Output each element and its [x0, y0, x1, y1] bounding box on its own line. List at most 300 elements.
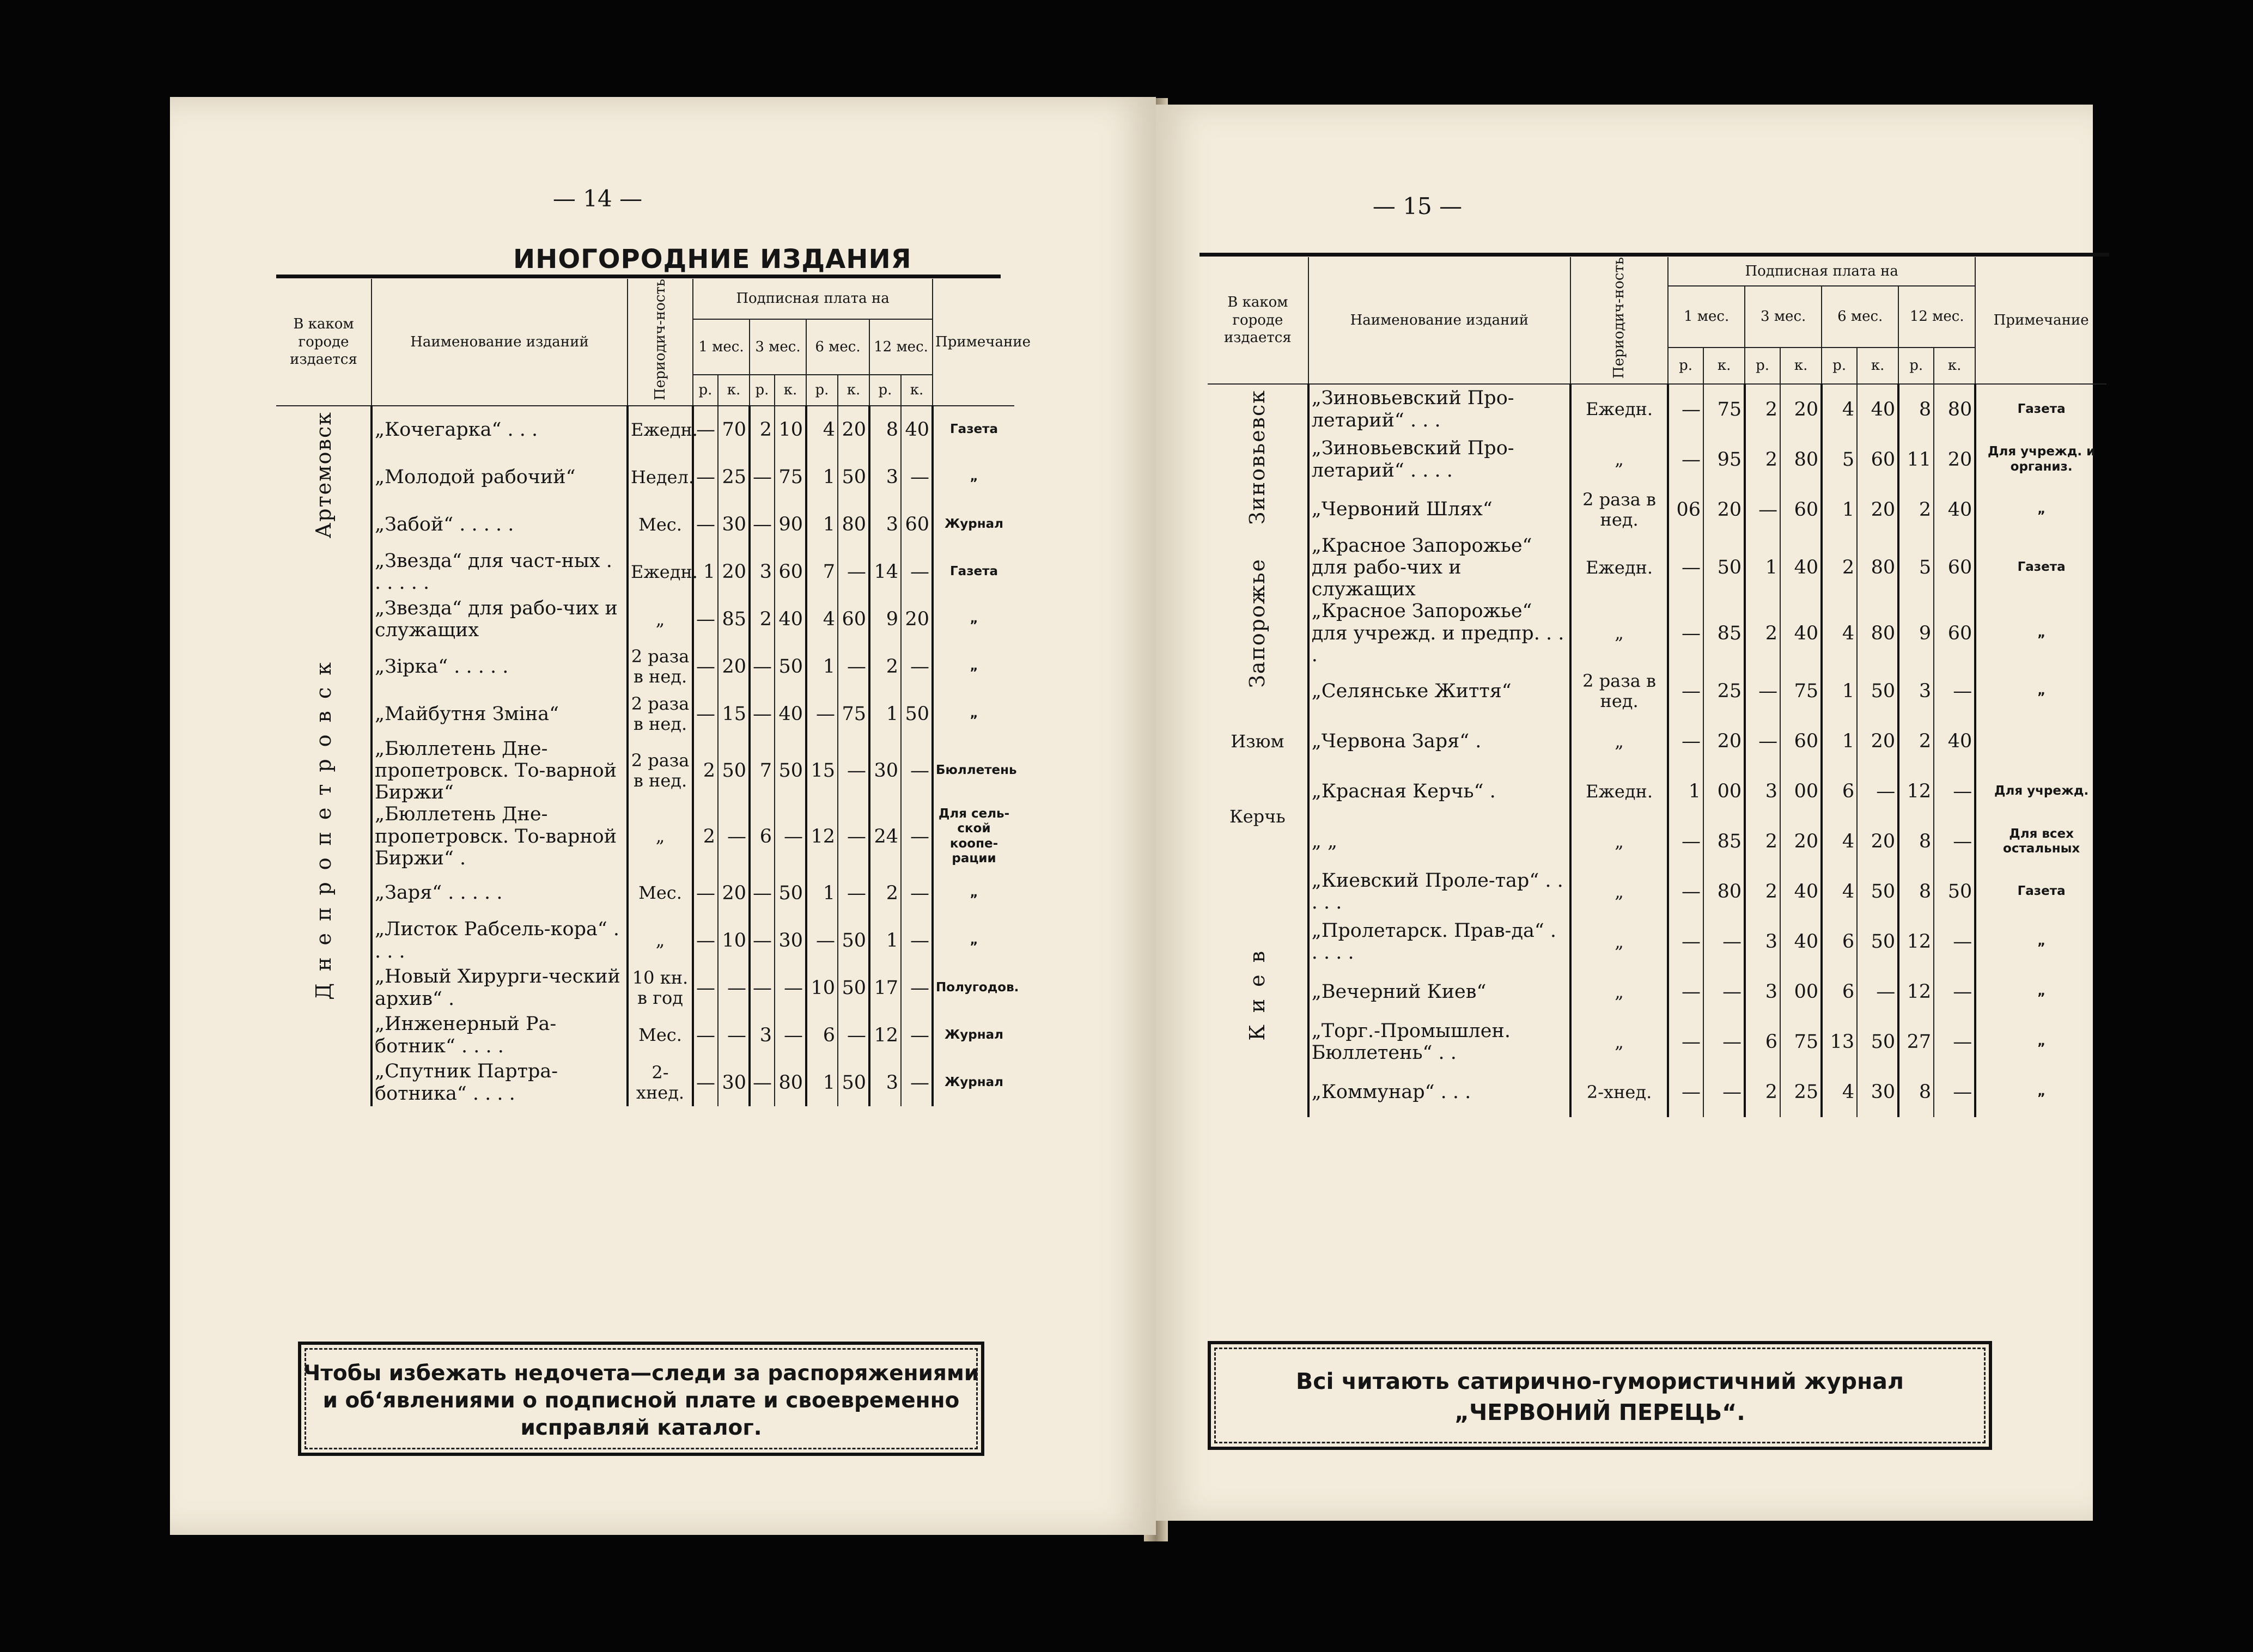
periodicity-cell: 2 раза в нед.: [628, 691, 693, 738]
price-rub-cell: 12: [1898, 766, 1934, 816]
price-kop-cell: —: [1703, 967, 1745, 1017]
price-kop-cell: 25: [1703, 666, 1745, 716]
price-kop-cell: —: [1934, 917, 1975, 967]
table-row: [1208, 766, 2106, 816]
price-kop-cell: 50: [775, 738, 806, 804]
header-kop: к.: [718, 375, 750, 406]
header-city: В каком городе издается: [1208, 257, 1308, 384]
price-rub-cell: 4: [1822, 384, 1857, 435]
note-cell: „: [933, 917, 1014, 964]
note-cell: Газета: [1975, 535, 2106, 601]
table-row: [1208, 967, 2106, 1017]
price-rub-cell: 12: [1898, 917, 1934, 967]
price-kop-cell: 80: [1857, 600, 1898, 666]
price-kop-cell: —: [1934, 1067, 1975, 1117]
city-cell: [1208, 384, 1308, 535]
city-name: Днепропетровск: [311, 650, 336, 1000]
price-rub-cell: 3: [1898, 666, 1934, 716]
price-kop-cell: 20: [1780, 384, 1822, 435]
price-rub-cell: 15: [806, 738, 838, 804]
notice-banner: [298, 1342, 984, 1456]
price-rub-cell: 1: [806, 501, 838, 548]
price-kop-cell: 80: [1934, 384, 1975, 435]
price-rub-cell: 3: [869, 501, 901, 548]
city-cell: [1208, 535, 1308, 717]
price-rub-cell: —: [1668, 600, 1703, 666]
note-cell: „: [933, 869, 1014, 917]
price-rub-cell: —: [750, 869, 775, 917]
city-name: Киев: [1245, 938, 1270, 1041]
city-cell: [1208, 867, 1308, 1117]
price-rub-cell: —: [1668, 967, 1703, 1017]
header-note: Примечание: [933, 279, 1014, 406]
periodicity-cell: „: [628, 596, 693, 643]
table-row: [276, 643, 1014, 691]
notice-banner: [1208, 1341, 1992, 1450]
periodicity-cell: Ежедн.: [628, 406, 693, 454]
price-kop-cell: 20: [838, 406, 869, 454]
price-rub-cell: 9: [1898, 600, 1934, 666]
price-kop-cell: —: [901, 548, 933, 596]
price-rub-cell: 1: [1822, 485, 1857, 535]
header-month-1: 1 мес.: [693, 319, 750, 375]
price-rub-cell: —: [693, 691, 718, 738]
price-rub-cell: —: [693, 1059, 718, 1106]
price-rub-cell: 3: [1745, 917, 1780, 967]
price-kop-cell: 30: [1857, 1067, 1898, 1117]
price-rub-cell: —: [750, 501, 775, 548]
price-kop-cell: 85: [718, 596, 750, 643]
note-cell: „: [1975, 917, 2106, 967]
price-rub-cell: 1: [869, 691, 901, 738]
note-cell: Для сель-ской коопе-рации: [933, 803, 1014, 869]
price-kop-cell: —: [901, 1011, 933, 1059]
periodicity-cell: 2 раза в нед.: [1570, 485, 1668, 535]
price-kop-cell: 50: [838, 917, 869, 964]
price-rub-cell: 2: [750, 406, 775, 454]
price-kop-cell: 50: [838, 1059, 869, 1106]
price-rub-cell: 1: [806, 454, 838, 501]
periodicity-cell: 10 кн. в год: [628, 964, 693, 1011]
price-kop-cell: —: [838, 869, 869, 917]
price-kop-cell: 50: [1857, 917, 1898, 967]
city-name: Артемовск: [311, 411, 336, 539]
header-kop: к.: [901, 375, 933, 406]
header-kop: к.: [1703, 348, 1745, 383]
price-kop-cell: —: [1703, 1017, 1745, 1067]
periodicity-cell: Мес.: [628, 1011, 693, 1059]
price-rub-cell: —: [750, 691, 775, 738]
price-kop-cell: 40: [1934, 485, 1975, 535]
price-kop-cell: 50: [1857, 1017, 1898, 1067]
publication-name: „Зиновьевский Про-летарий“ . . .: [1308, 384, 1570, 435]
price-kop-cell: 50: [775, 643, 806, 691]
periodicity-cell: Недел.: [628, 454, 693, 501]
price-rub-cell: 1: [693, 548, 718, 596]
header-rub: р.: [1745, 348, 1780, 383]
price-rub-cell: —: [806, 691, 838, 738]
note-cell: Газета: [933, 548, 1014, 596]
header-month-12: 12 мес.: [869, 319, 933, 375]
price-kop-cell: —: [1934, 816, 1975, 867]
price-rub-cell: —: [1668, 535, 1703, 601]
periodicity-cell: „: [628, 917, 693, 964]
price-kop-cell: 85: [1703, 600, 1745, 666]
price-rub-cell: 1: [1668, 766, 1703, 816]
price-kop-cell: —: [901, 643, 933, 691]
price-rub-cell: —: [1745, 485, 1780, 535]
price-kop-cell: —: [775, 803, 806, 869]
header-kop: к.: [1934, 348, 1975, 383]
price-rub-cell: —: [750, 917, 775, 964]
note-cell: Для учрежд.: [1975, 766, 2106, 816]
price-kop-cell: —: [1934, 766, 1975, 816]
price-rub-cell: —: [693, 869, 718, 917]
price-kop-cell: 20: [1857, 816, 1898, 867]
table-row: [1208, 816, 2106, 867]
note-cell: „: [1975, 666, 2106, 716]
price-kop-cell: 20: [1857, 716, 1898, 766]
price-kop-cell: 20: [718, 869, 750, 917]
price-kop-cell: 25: [718, 454, 750, 501]
note-cell: „: [933, 691, 1014, 738]
price-rub-cell: —: [1668, 867, 1703, 917]
publication-name: „Красное Запорожье“ для учрежд. и предпр. . . .: [1308, 600, 1570, 666]
table-row: [276, 803, 1014, 869]
price-kop-cell: 50: [838, 964, 869, 1011]
price-rub-cell: —: [1668, 816, 1703, 867]
price-kop-cell: 15: [718, 691, 750, 738]
price-kop-cell: —: [718, 964, 750, 1011]
price-kop-cell: 20: [718, 643, 750, 691]
price-rub-cell: —: [1668, 1067, 1703, 1117]
city-name: Зиновьевск: [1245, 389, 1270, 525]
publication-name: „Спутник Партра-ботника“ . . . .: [372, 1059, 628, 1106]
price-rub-cell: 2: [1745, 867, 1780, 917]
price-rub-cell: 14: [869, 548, 901, 596]
price-kop-cell: —: [901, 917, 933, 964]
price-rub-cell: 4: [1822, 1067, 1857, 1117]
price-kop-cell: —: [1703, 917, 1745, 967]
price-rub-cell: 06: [1668, 485, 1703, 535]
price-kop-cell: 40: [1780, 600, 1822, 666]
table-row: [1208, 485, 2106, 535]
price-kop-cell: —: [838, 548, 869, 596]
price-rub-cell: 17: [869, 964, 901, 1011]
table-row: [1208, 435, 2106, 485]
price-rub-cell: 2: [1898, 485, 1934, 535]
price-kop-cell: 50: [718, 738, 750, 804]
price-rub-cell: 6: [1822, 917, 1857, 967]
price-kop-cell: 00: [1780, 766, 1822, 816]
price-rub-cell: —: [1668, 1017, 1703, 1067]
publication-name: „Червона Заря“ .: [1308, 716, 1570, 766]
note-cell: Бюллетень: [933, 738, 1014, 804]
subscription-table: [276, 279, 1031, 1106]
price-kop-cell: —: [1857, 766, 1898, 816]
periodicity-cell: „: [1570, 917, 1668, 967]
price-kop-cell: 50: [775, 869, 806, 917]
price-kop-cell: —: [901, 1059, 933, 1106]
table-row: [276, 501, 1014, 548]
price-rub-cell: 2: [869, 643, 901, 691]
price-rub-cell: 2: [1745, 435, 1780, 485]
periodicity-cell: 2-хнед.: [1570, 1067, 1668, 1117]
price-rub-cell: —: [693, 596, 718, 643]
header-month-3: 3 мес.: [1745, 286, 1822, 348]
price-rub-cell: —: [693, 501, 718, 548]
price-kop-cell: 40: [1780, 867, 1822, 917]
price-kop-cell: —: [1934, 1017, 1975, 1067]
periodicity-cell: „: [628, 803, 693, 869]
header-price-group: Подписная плата на: [693, 279, 933, 319]
periodicity-cell: „: [1570, 435, 1668, 485]
price-kop-cell: —: [901, 964, 933, 1011]
price-kop-cell: 75: [1703, 384, 1745, 435]
periodicity-cell: Ежедн.: [1570, 535, 1668, 601]
price-kop-cell: 30: [718, 501, 750, 548]
note-cell: Газета: [1975, 384, 2106, 435]
price-rub-cell: —: [693, 1011, 718, 1059]
price-kop-cell: 20: [901, 596, 933, 643]
note-cell: Журнал: [933, 501, 1014, 548]
header-kop: к.: [1780, 348, 1822, 383]
price-kop-cell: 75: [838, 691, 869, 738]
price-rub-cell: 6: [1745, 1017, 1780, 1067]
price-kop-cell: 20: [1780, 816, 1822, 867]
header-city: В каком городе издается: [276, 279, 372, 406]
table-row: [276, 1011, 1014, 1059]
price-rub-cell: 4: [806, 406, 838, 454]
price-rub-cell: 13: [1822, 1017, 1857, 1067]
price-rub-cell: —: [1668, 666, 1703, 716]
price-kop-cell: 70: [718, 406, 750, 454]
price-kop-cell: —: [1934, 967, 1975, 1017]
price-kop-cell: —: [1703, 1067, 1745, 1117]
price-kop-cell: 50: [901, 691, 933, 738]
header-rub: р.: [1668, 348, 1703, 383]
header-name: Наименование изданий: [372, 279, 628, 406]
publication-name: „Селянське Життя“: [1308, 666, 1570, 716]
price-kop-cell: 40: [1780, 535, 1822, 601]
note-cell: „: [1975, 485, 2106, 535]
note-cell: Газета: [933, 406, 1014, 454]
price-kop-cell: 40: [775, 691, 806, 738]
table-row: [276, 596, 1014, 643]
price-rub-cell: 1: [1822, 666, 1857, 716]
periodicity-cell: „: [1570, 716, 1668, 766]
page-number: — 14 —: [552, 185, 643, 212]
publication-name: „Молодой рабочий“: [372, 454, 628, 501]
price-rub-cell: 8: [1898, 384, 1934, 435]
city-cell: [276, 406, 372, 548]
city-cell: [276, 548, 372, 1107]
price-kop-cell: 25: [1780, 1067, 1822, 1117]
price-rub-cell: 8: [1898, 867, 1934, 917]
price-kop-cell: 85: [1703, 816, 1745, 867]
price-kop-cell: —: [1857, 967, 1898, 1017]
header-rub: р.: [806, 375, 838, 406]
subscription-table: [1208, 257, 2106, 1117]
banner-line: „ЧЕРВОНИЙ ПЕРЕЦЬ“.: [1454, 1399, 1745, 1426]
header-rub: р.: [869, 375, 901, 406]
table-row: [276, 869, 1014, 917]
price-kop-cell: —: [1934, 666, 1975, 716]
publication-name: „Новый Хирурги-ческий архив“ .: [372, 964, 628, 1011]
page-title: ИНОГОРОДНИЕ ИЗДАНИЯ: [513, 244, 912, 275]
periodicity-cell: 2-хнед.: [628, 1059, 693, 1106]
price-kop-cell: 30: [718, 1059, 750, 1106]
price-rub-cell: 3: [869, 454, 901, 501]
periodicity-cell: „: [1570, 967, 1668, 1017]
price-kop-cell: 40: [1934, 716, 1975, 766]
header-rub: р.: [693, 375, 718, 406]
note-cell: „: [1975, 600, 2106, 666]
city-cell: [1208, 716, 1308, 766]
price-rub-cell: 3: [750, 1011, 775, 1059]
price-rub-cell: 3: [750, 548, 775, 596]
price-rub-cell: 9: [869, 596, 901, 643]
header-rub: р.: [750, 375, 775, 406]
price-rub-cell: 1: [1822, 716, 1857, 766]
header-month-12: 12 мес.: [1898, 286, 1975, 348]
publication-name: „Киевский Проле-тар“ . . . . .: [1308, 867, 1570, 917]
price-kop-cell: 50: [1857, 666, 1898, 716]
table-row: [1208, 666, 2106, 716]
left-page: [170, 97, 1156, 1535]
price-rub-cell: —: [806, 917, 838, 964]
table-row: [276, 738, 1014, 804]
table-row: [1208, 384, 2106, 435]
price-rub-cell: 3: [1745, 967, 1780, 1017]
price-kop-cell: 90: [775, 501, 806, 548]
publication-name: „Заря“ . . . . .: [372, 869, 628, 917]
header-month-6: 6 мес.: [806, 319, 869, 375]
header-month-1: 1 мес.: [1668, 286, 1745, 348]
price-rub-cell: 4: [1822, 816, 1857, 867]
price-kop-cell: 20: [718, 548, 750, 596]
price-rub-cell: —: [693, 643, 718, 691]
publication-name: „Торг.-Промышлен. Бюллетень“ . .: [1308, 1017, 1570, 1067]
banner-line: и об‘явлениями о подписной плате и своевременно: [322, 1388, 960, 1413]
publication-name: „Зиновьевский Про-летарий“ . . . .: [1308, 435, 1570, 485]
periodicity-cell: Мес.: [628, 501, 693, 548]
price-kop-cell: 20: [1857, 485, 1898, 535]
periodicity-cell: Ежедн.: [628, 548, 693, 596]
price-rub-cell: 5: [1898, 535, 1934, 601]
note-cell: Для всех остальных: [1975, 816, 2106, 867]
table-row: [276, 454, 1014, 501]
price-kop-cell: —: [775, 964, 806, 1011]
header-rub: р.: [1898, 348, 1934, 383]
table-row: [276, 548, 1014, 596]
city-cell: [1208, 766, 1308, 867]
table-row: [1208, 716, 2106, 766]
title-rule: [276, 275, 1001, 278]
price-rub-cell: 3: [869, 1059, 901, 1106]
price-rub-cell: 7: [806, 548, 838, 596]
price-kop-cell: 10: [718, 917, 750, 964]
table-row: [1208, 535, 2106, 601]
price-rub-cell: 7: [750, 738, 775, 804]
note-cell: „: [933, 454, 1014, 501]
price-rub-cell: 8: [1898, 816, 1934, 867]
periodicity-cell: „: [1570, 867, 1668, 917]
city-name: Изюм: [1231, 731, 1284, 752]
price-kop-cell: —: [901, 454, 933, 501]
header-name: Наименование изданий: [1308, 257, 1570, 384]
price-kop-cell: 20: [1934, 435, 1975, 485]
price-rub-cell: 4: [1822, 600, 1857, 666]
price-rub-cell: 2: [1822, 535, 1857, 601]
periodicity-cell: 2 раза в нед.: [628, 738, 693, 804]
price-rub-cell: —: [693, 454, 718, 501]
price-rub-cell: 3: [1745, 766, 1780, 816]
price-kop-cell: 40: [1780, 917, 1822, 967]
price-rub-cell: 1: [806, 869, 838, 917]
price-rub-cell: —: [750, 454, 775, 501]
price-rub-cell: 2: [750, 596, 775, 643]
price-kop-cell: 20: [1703, 716, 1745, 766]
table-row: [276, 917, 1014, 964]
periodicity-cell: Ежедн.: [1570, 766, 1668, 816]
table-row: [1208, 1017, 2106, 1067]
banner-line: Чтобы избежать недочета—следи за распоряжениями: [303, 1361, 979, 1386]
price-rub-cell: —: [1745, 666, 1780, 716]
price-rub-cell: 4: [806, 596, 838, 643]
price-rub-cell: 6: [1822, 967, 1857, 1017]
publication-name: „Зірка“ . . . . .: [372, 643, 628, 691]
price-rub-cell: 10: [806, 964, 838, 1011]
price-rub-cell: 12: [869, 1011, 901, 1059]
periodicity-cell: Ежедн.: [1570, 384, 1668, 435]
periodicity-cell: 2 раза в нед.: [628, 643, 693, 691]
price-kop-cell: 50: [838, 454, 869, 501]
header-kop: к.: [1857, 348, 1898, 383]
price-rub-cell: 1: [1745, 535, 1780, 601]
price-rub-cell: —: [1668, 384, 1703, 435]
price-rub-cell: 2: [693, 738, 718, 804]
price-kop-cell: 50: [1934, 867, 1975, 917]
price-rub-cell: 2: [1745, 1067, 1780, 1117]
price-kop-cell: —: [901, 738, 933, 804]
city-name: Запорожье: [1245, 558, 1270, 688]
periodicity-cell: 2 раза в нед.: [1570, 666, 1668, 716]
price-rub-cell: —: [1668, 716, 1703, 766]
publication-name: „Листок Рабсель-кора“ . . . .: [372, 917, 628, 964]
publication-name: „Красная Керчь“ .: [1308, 766, 1570, 816]
price-rub-cell: 6: [750, 803, 775, 869]
price-rub-cell: 2: [693, 803, 718, 869]
publication-name: „Инженерный Ра-ботник“ . . . .: [372, 1011, 628, 1059]
price-kop-cell: —: [901, 869, 933, 917]
price-kop-cell: 50: [1857, 867, 1898, 917]
publication-name: „Звезда“ для рабо-чих и служащих: [372, 596, 628, 643]
price-rub-cell: —: [750, 964, 775, 1011]
price-rub-cell: 8: [869, 406, 901, 454]
price-kop-cell: —: [838, 643, 869, 691]
price-kop-cell: 80: [1780, 435, 1822, 485]
publication-name: „Майбутня Зміна“: [372, 691, 628, 738]
price-kop-cell: 40: [901, 406, 933, 454]
city-name: Керчь: [1229, 806, 1286, 827]
table-row: [1208, 867, 2106, 917]
price-rub-cell: 2: [869, 869, 901, 917]
publication-name: „Коммунар“ . . .: [1308, 1067, 1570, 1117]
note-cell: Для учрежд. и организ.: [1975, 435, 2106, 485]
price-rub-cell: 6: [806, 1011, 838, 1059]
note-cell: [1975, 716, 2106, 766]
